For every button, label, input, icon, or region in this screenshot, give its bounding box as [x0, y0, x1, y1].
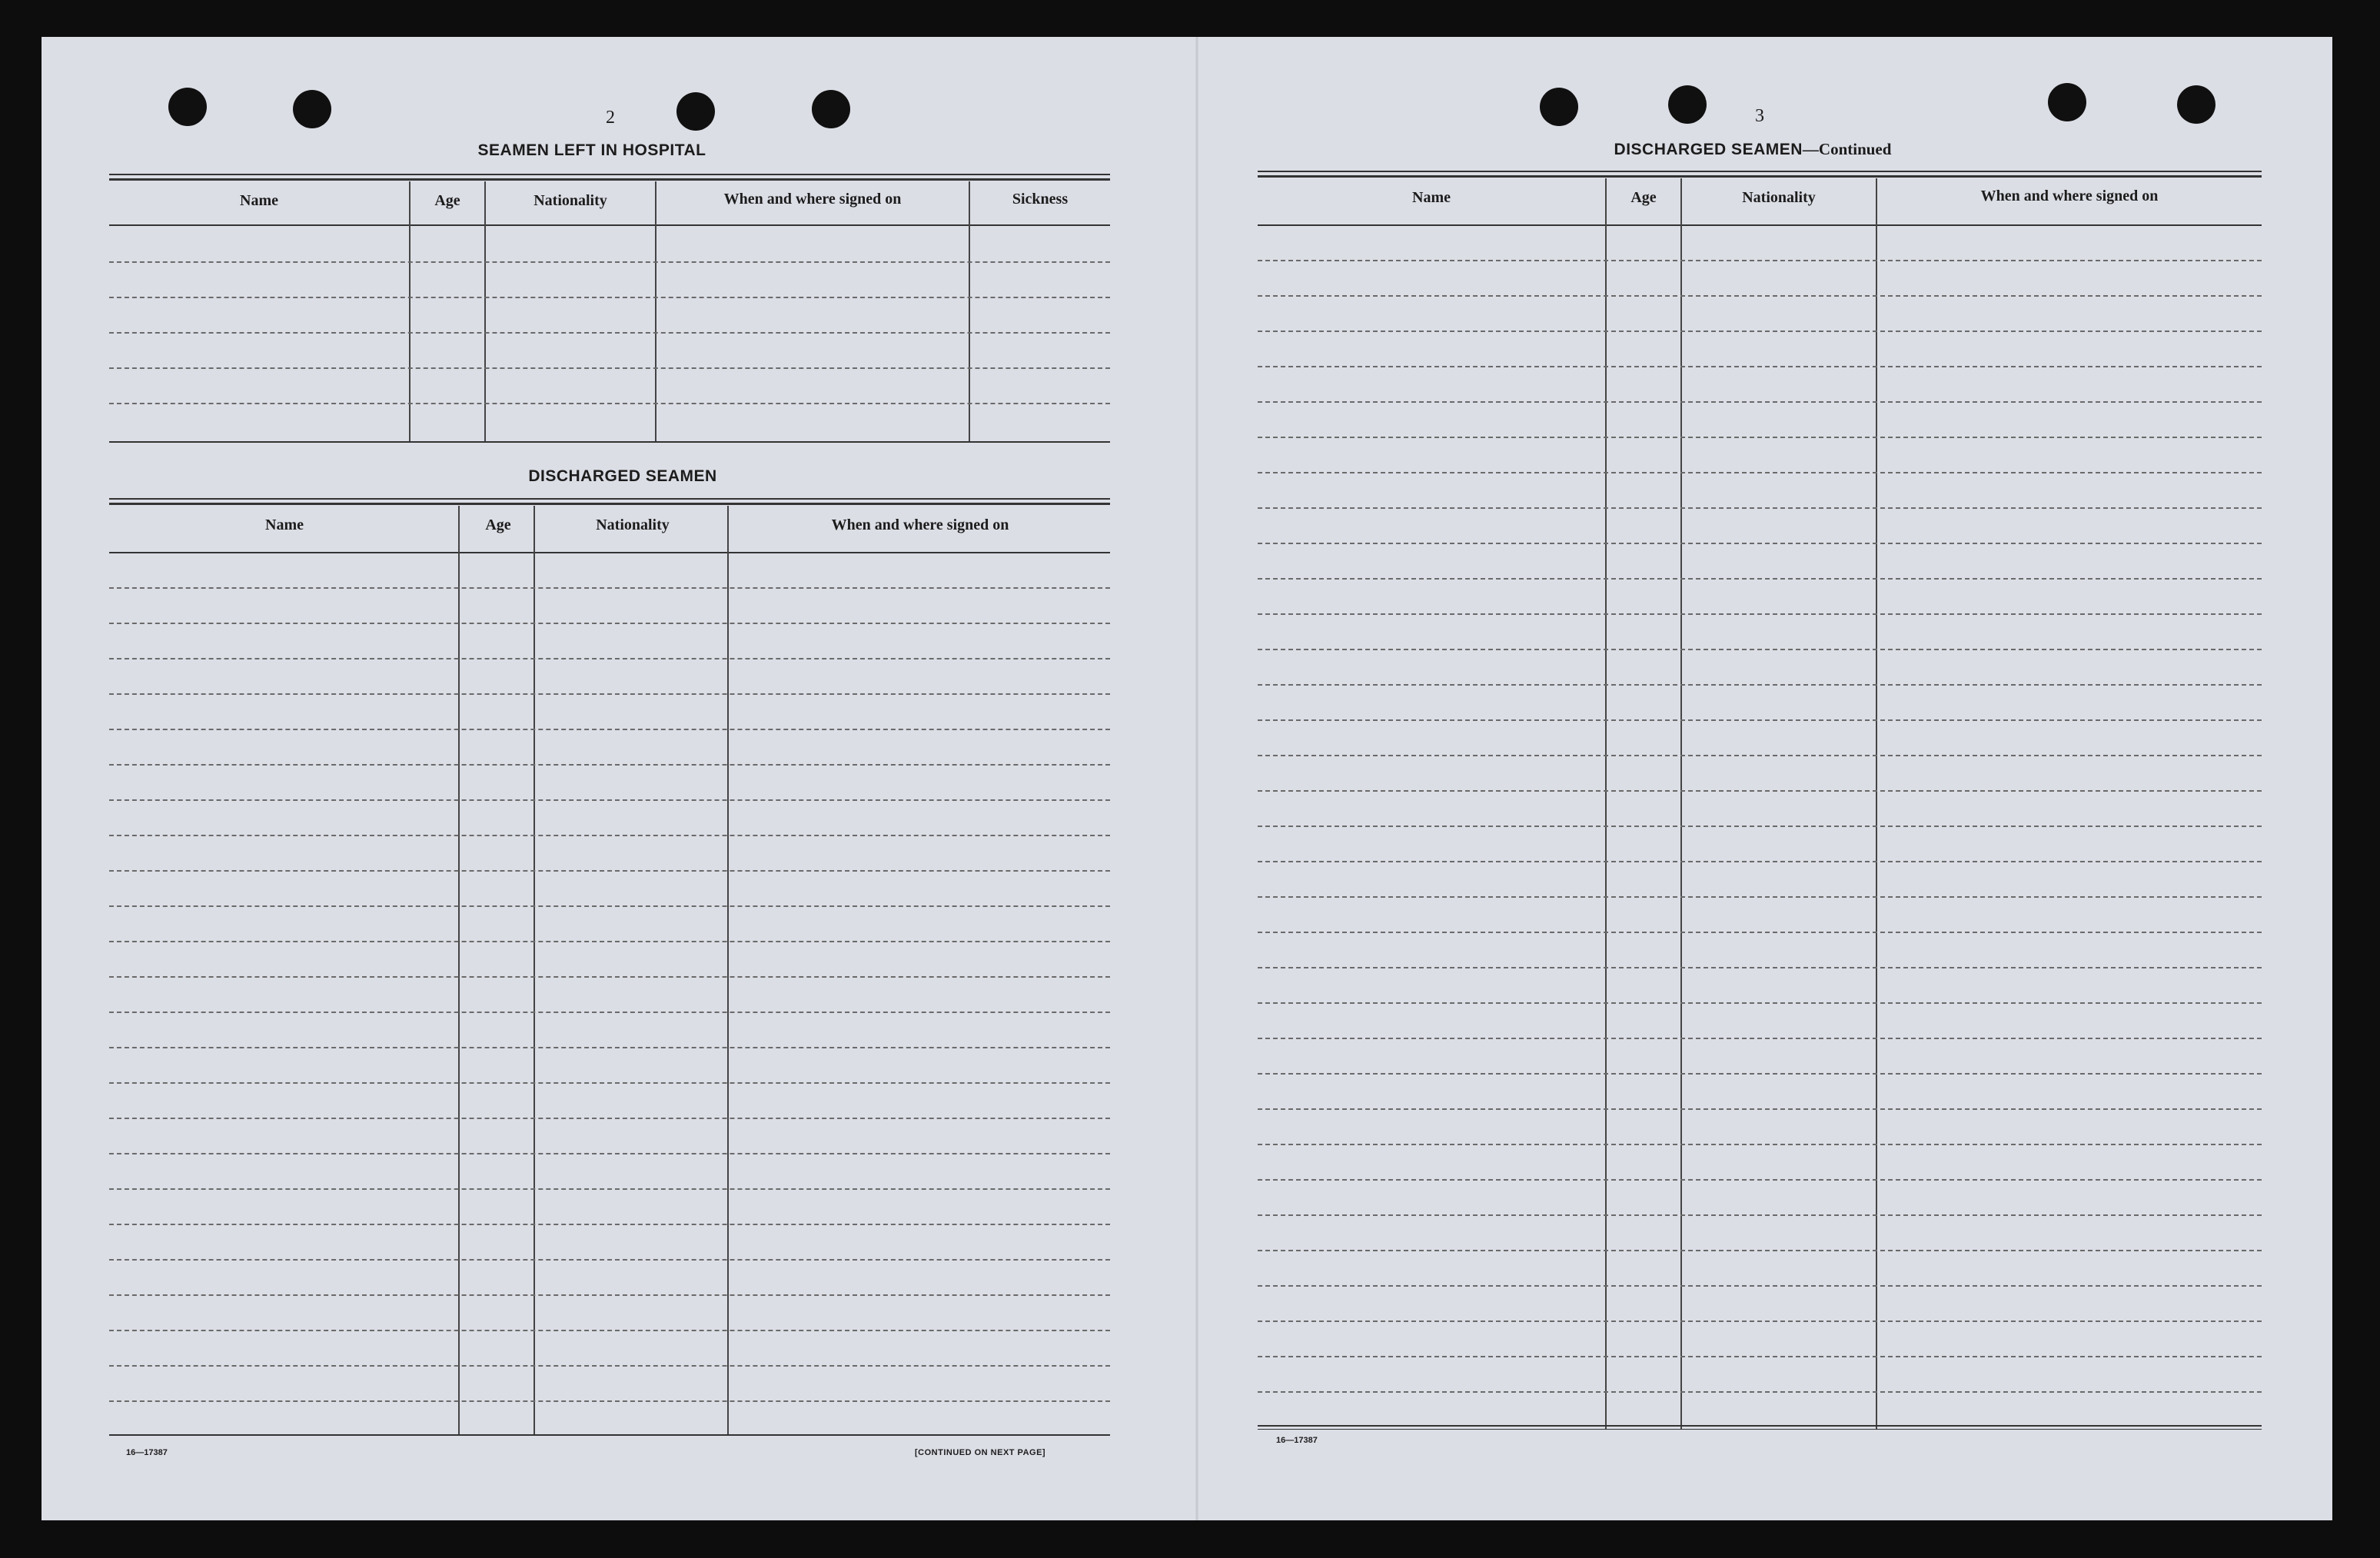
col-header-name: Name [265, 517, 304, 533]
discharged-continued-title-main: DISCHARGED SEAMEN [1614, 141, 1803, 158]
punch-hole [812, 90, 850, 128]
punch-hole [293, 90, 331, 128]
page-number: 2 [606, 108, 615, 128]
col-header-sickness: Sickness [1012, 191, 1069, 208]
col-header-name: Name [1412, 189, 1451, 206]
discharged-continued-title-suffix: —Continued [1802, 140, 1892, 158]
col-header-name: Name [240, 192, 278, 209]
col-header-age: Age [1630, 189, 1657, 206]
hospital-table-title: SEAMEN LEFT IN HOSPITAL [477, 141, 706, 159]
discharged-table-title: DISCHARGED SEAMEN [528, 467, 717, 485]
col-header-age: Age [434, 192, 460, 209]
col-header-signed-on: When and where signed on [723, 191, 902, 208]
col-header-nationality: Nationality [596, 517, 670, 533]
page-number: 3 [1755, 106, 1764, 126]
discharged-table [109, 498, 1110, 1437]
col-header-signed-on: When and where signed on [1980, 188, 2159, 204]
form-code: 16—17387 [126, 1448, 168, 1457]
punch-hole [1540, 88, 1578, 126]
punch-hole [168, 88, 207, 126]
discharged-continued-table [1258, 171, 2262, 1430]
punch-hole [676, 92, 715, 131]
col-header-nationality: Nationality [534, 192, 607, 209]
hospital-table [109, 174, 1110, 443]
col-header-nationality: Nationality [1742, 189, 1816, 206]
continued-note: [CONTINUED ON NEXT PAGE] [915, 1448, 1046, 1457]
discharged-continued-title [1537, 140, 1968, 159]
punch-hole [1668, 85, 1707, 124]
col-header-signed-on: When and where signed on [831, 517, 1009, 533]
page-fold [1195, 37, 1198, 1520]
punch-hole [2177, 85, 2215, 124]
col-header-age: Age [485, 517, 511, 533]
punch-hole [2048, 83, 2086, 121]
form-code: 16—17387 [1276, 1436, 1318, 1445]
